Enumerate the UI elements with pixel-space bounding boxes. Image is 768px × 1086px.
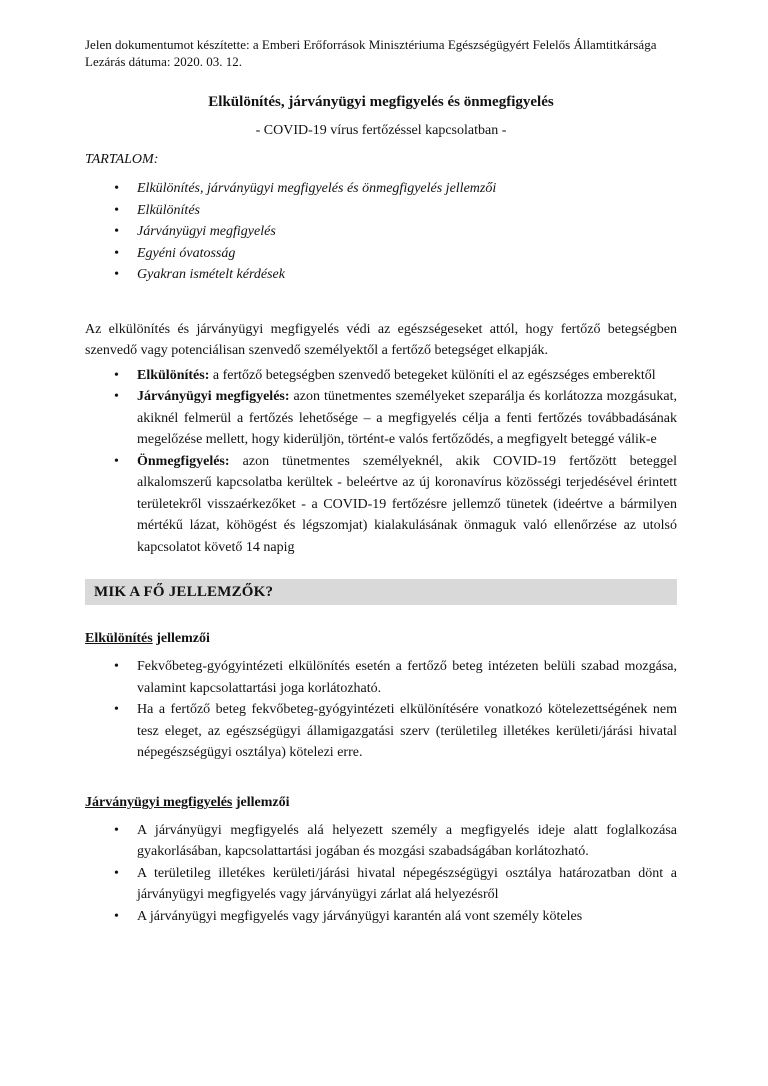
definition-term: Önmegfigyelés: xyxy=(137,453,230,469)
header-author-line: Jelen dokumentumot készítette: a Emberi Erőforrások Minisztériuma Egészségügyért Felelős Államtitkársága xyxy=(85,37,657,52)
toc-item xyxy=(85,264,677,286)
bullet-icon xyxy=(114,386,119,408)
list-item xyxy=(85,699,677,764)
definition-term: Elkülönítés: xyxy=(137,367,210,383)
list-item-text: A járványügyi megfigyelés alá helyezett személy a megfigyelés ideje alatt foglalkozása gyakorlásában, kapcsolattartási jogában és mozgási szabadságában korlátozható. xyxy=(137,822,677,859)
toc-item xyxy=(85,200,677,222)
definition-item xyxy=(85,451,677,559)
bullet-icon xyxy=(114,365,119,387)
list-item xyxy=(85,863,677,906)
toc-item-label: Járványügyi megfigyelés xyxy=(137,224,276,239)
toc-item-label: Egyéni óvatosság xyxy=(137,245,236,261)
bullet-icon xyxy=(114,178,119,200)
document-header xyxy=(85,37,677,70)
definition-text: a fertőző betegségben szenvedő betegeket különíti el az egészséges emberektől xyxy=(212,367,656,383)
toc-item xyxy=(85,221,677,243)
bullet-icon xyxy=(114,699,119,721)
toc-item xyxy=(85,178,677,200)
section-heading-bar xyxy=(85,579,677,605)
subheading-jarvanyugyi xyxy=(85,795,677,811)
subheading-rest: jellemzői xyxy=(156,631,210,646)
bullet-icon xyxy=(114,243,119,265)
definition-item xyxy=(85,386,677,451)
subheading-rest: jellemzői xyxy=(235,794,290,810)
toc-item-label: Elkülönítés, járványügyi megfigyelés és önmegfigyelés jellemzői xyxy=(137,181,497,196)
list-item-text: Ha a fertőző beteg fekvőbeteg-gyógyintézeti elkülönítésére vonatkozó kötelezettségének nem tesz eleget, az egészségügyi államigazgatási szerv (területileg illetékes kerületi/járási hivatal népegészségügyi osztálya) kötelezi erre. xyxy=(137,702,677,760)
bullet-icon xyxy=(114,906,119,928)
toc-item-label: Gyakran ismételt kérdések xyxy=(137,267,285,282)
list-item xyxy=(85,820,677,863)
section-heading: MIK A FŐ JELLEMZŐK? xyxy=(94,583,274,600)
list-item xyxy=(85,906,677,928)
list-item xyxy=(85,656,677,699)
definition-text: azon tünetmentes személyeket szeparálja és korlátozza mozgásukat, akiknél felmerül a fertőzés lehetősége – a megfigyelés célja a fenti fertőzés továbbadásának megelőzése mellett, hogy kiderüljön, történt-e valós fertőződés, a megfigyelt beteggé válik-e xyxy=(137,389,678,447)
subheading-underlined-term: Elkülönítés xyxy=(85,631,153,646)
definition-term: Járványügyi megfigyelés: xyxy=(137,389,290,404)
toc-list xyxy=(85,178,677,286)
intro-paragraph: Az elkülönítés és járványügyi megfigyelés védi az egészségeseket attól, hogy fertőző betegségben szenvedő vagy potenciálisan szenvedő személyektől a fertőző betegséget elkapják. xyxy=(85,321,677,358)
toc-item-label: Elkülönítés xyxy=(137,202,200,218)
definitions-list xyxy=(85,365,677,559)
list-item-text: A járványügyi megfigyelés vagy járványügyi karantén alá vont személy köteles xyxy=(137,908,583,924)
jarvanyugyi-bullet-list xyxy=(85,820,677,928)
bullet-icon xyxy=(114,451,119,473)
bullet-icon xyxy=(114,656,119,678)
elkulonites-bullet-list xyxy=(85,656,677,764)
definition-text: azon tünetmentes személyeknél, akik COVID-19 fertőzött beteggel alkalomszerű kapcsolatba kerültek - beleértve az új koronavírus közösségi terjedésével érintett területekről visszaérkezőket - a COVID-19 fertőzésre jellemző tünetek (ideértve a bármilyen mértékű lázat, köhögést és légszomjat) kialakulásának önmaguk való ellenőrzése az utolsó kapcsolatot követő 14 napig xyxy=(137,453,677,555)
list-item-text: A területileg illetékes kerületi/járási hivatal népegészségügyi osztálya határozatban dönt a járványügyi megfigyelés vagy járványügyi zárlat alá helyezésről xyxy=(137,865,677,902)
subheading-elkulonites xyxy=(85,631,677,647)
subheading-underlined-term: Járványügyi megfigyelés xyxy=(85,794,233,810)
bullet-icon xyxy=(114,200,119,222)
toc-item xyxy=(85,243,677,265)
bullet-icon xyxy=(114,820,119,842)
definition-item xyxy=(85,365,677,387)
bullet-icon xyxy=(114,221,119,243)
header-date-line: Lezárás dátuma: 2020. 03. 12. xyxy=(85,53,243,69)
bullet-icon xyxy=(114,264,119,286)
toc-heading: TARTALOM: xyxy=(85,152,159,167)
bullet-icon xyxy=(114,863,119,885)
page-title: Elkülönítés, járványügyi megfigyelés és önmegfigyelés xyxy=(208,94,554,110)
list-item-text: Fekvőbeteg-gyógyintézeti elkülönítés esetén a fertőző beteg intézeten belüli szabad mozgása, valamint kapcsolattartási joga korlátozható. xyxy=(137,659,677,696)
page-subtitle: - COVID-19 vírus fertőzéssel kapcsolatban - xyxy=(255,123,507,138)
